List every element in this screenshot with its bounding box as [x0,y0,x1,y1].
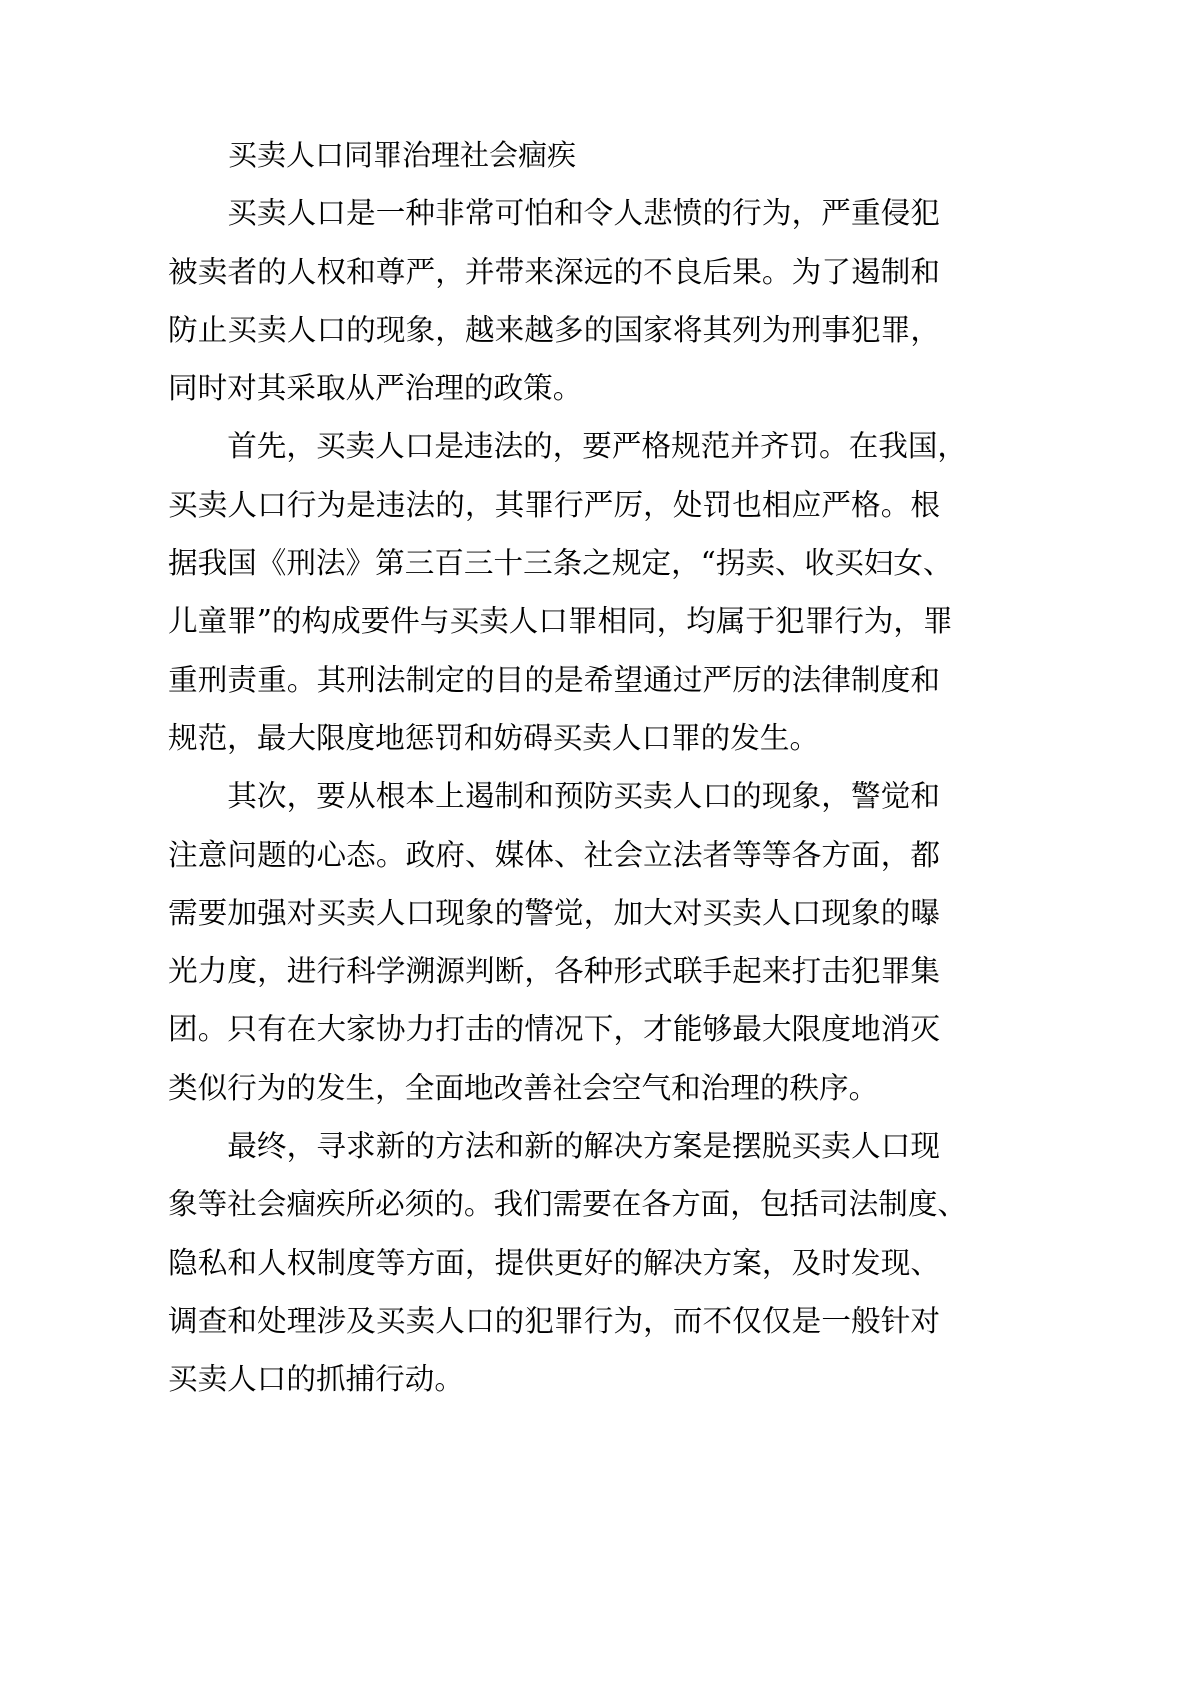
paragraph-2-line-1: 首先，买卖人口是违法的，要严格规范并齐罚。在我国， [227,429,968,464]
paragraph-4-line-4: 调查和处理涉及买卖人口的犯罪行为，而不仅仅是一般针对 [168,1303,940,1338]
paragraph-2-line-6: 规范，最大限度地惩罚和妨碍买卖人口罪的发生。 [168,720,820,755]
paragraph-4 [168,1117,968,1408]
paragraph-3-line-3: 需要加强对买卖人口现象的警觉，加大对买卖人口现象的曝 [168,895,940,930]
paragraph-3-line-1: 其次，要从根本上遏制和预防买卖人口的现象，警觉和 [227,779,940,814]
paragraph-1-line-3: 防止买卖人口的现象，越来越多的国家将其列为刑事犯罪， [168,312,940,347]
paragraph-3-line-5: 团。只有在大家协力打击的情况下，才能够最大限度地消灭 [168,1012,940,1047]
paragraph-2 [168,417,968,767]
paragraph-3 [168,767,940,1117]
paragraph-1-line-2: 被卖者的人权和尊严，并带来深远的不良后果。为了遏制和 [168,254,940,289]
paragraph-2-line-3: 据我国《刑法》第三百三十三条之规定，“拐卖、收买妇女、 [168,546,953,581]
paragraph-2-line-2: 买卖人口行为是违法的，其罪行严厉，处罚也相应严格。根 [168,487,940,522]
document-body [168,126,968,1409]
paragraph-4-line-3: 隐私和人权制度等方面，提供更好的解决方案，及时发现、 [168,1245,940,1280]
paragraph-1 [168,184,940,417]
paragraph-4-line-2: 象等社会痼疾所必须的。我们需要在各方面，包括司法制度、 [168,1187,968,1222]
document-title: 买卖人口同罪治理社会痼疾 [228,138,577,172]
paragraph-3-line-4: 光力度，进行科学溯源判断，各种形式联手起来打击犯罪集 [168,954,940,989]
paragraph-3-line-6: 类似行为的发生，全面地改善社会空气和治理的秩序。 [168,1070,879,1105]
paragraph-1-line-1: 买卖人口是一种非常可怕和令人悲愤的行为，严重侵犯 [227,196,940,231]
paragraph-2-line-4: 儿童罪”的构成要件与买卖人口罪相同，均属于犯罪行为，罪 [168,604,953,639]
paragraph-2-line-5: 重刑责重。其刑法制定的目的是希望通过严厉的法律制度和 [168,662,940,697]
paragraph-3-line-2: 注意问题的心态。政府、媒体、社会立法者等等各方面，都 [168,837,940,872]
paragraph-4-line-5: 买卖人口的抓捕行动。 [168,1362,464,1397]
paragraph-1-line-4: 同时对其采取从严治理的政策。 [168,371,583,406]
paragraph-4-line-1: 最终，寻求新的方法和新的解决方案是摆脱买卖人口现 [227,1129,940,1164]
